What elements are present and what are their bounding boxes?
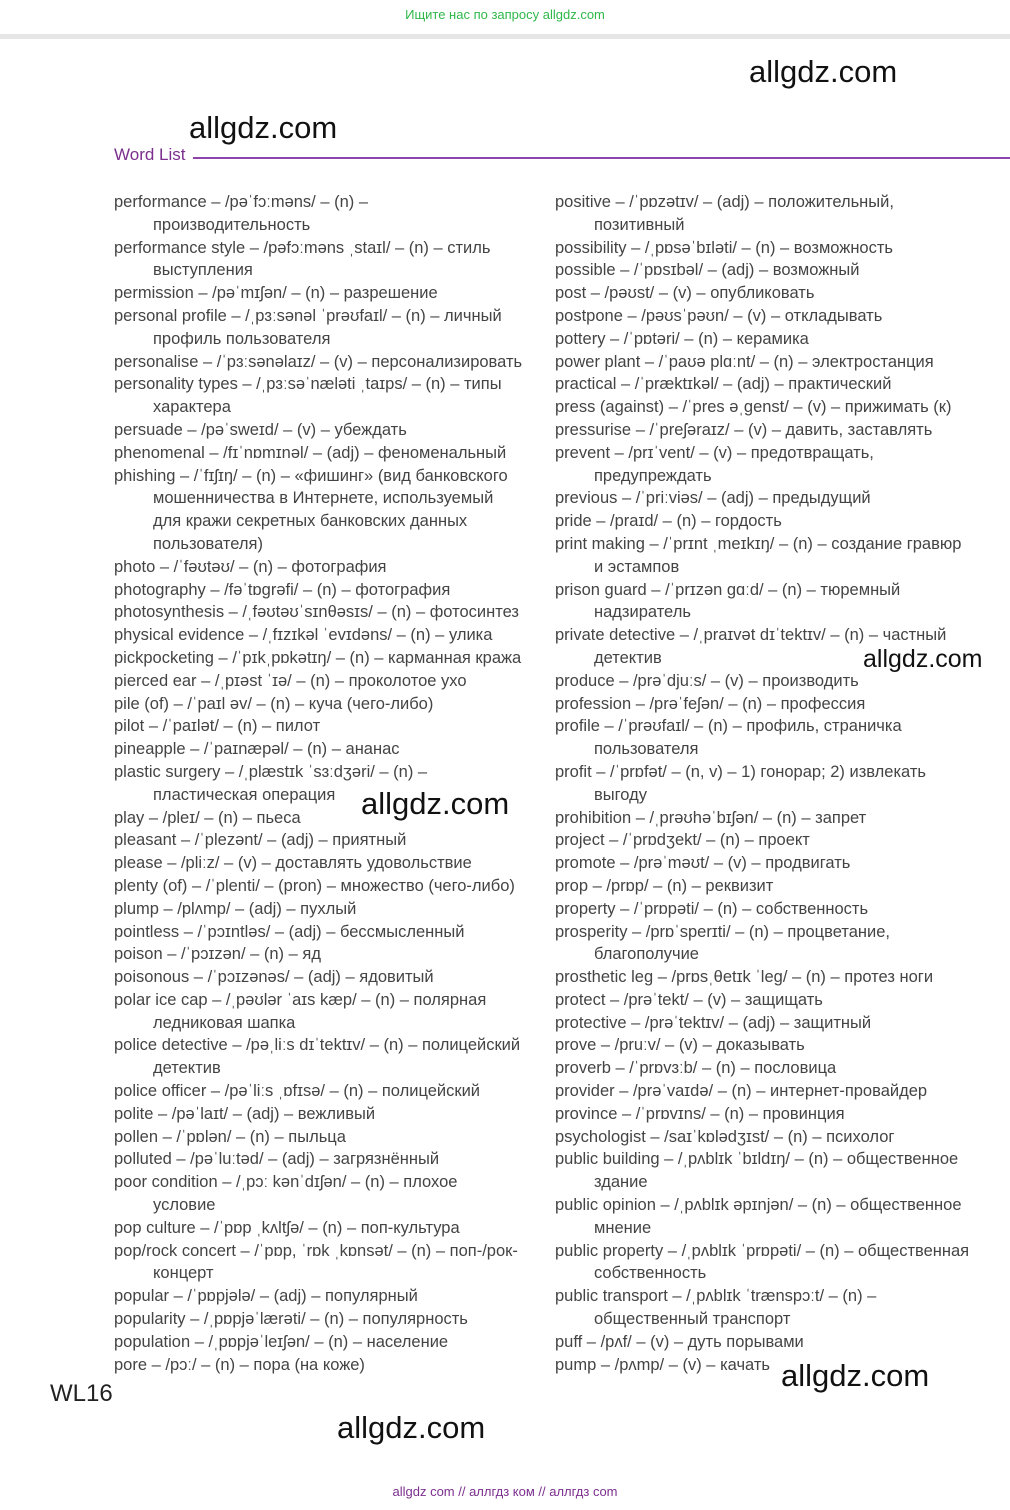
word-entry: population – /ˌpɒpjəˈleɪʃən/ – (n) – население <box>114 1332 449 1351</box>
word-entry: property – /ˈprɒpəti/ – (n) – собственность <box>555 899 869 918</box>
word-entry: post – /pəʊst/ – (v) – опубликовать <box>555 284 815 303</box>
word-entry: protect – /prəˈtekt/ – (v) – защищать <box>555 990 823 1009</box>
word-entry: prosperity – /prɒˈsperɪti/ – (n) – процветание, благополучие <box>555 922 890 964</box>
word-entry: plump – /plʌmp/ – (adj) – пухлый <box>114 899 357 918</box>
word-entry: print making – /ˈprɪnt ˌmeɪkɪŋ/ – (n) – создание гравюр и эстампов <box>555 534 962 576</box>
word-entry: photo – /ˈfəʊtəʊ/ – (n) – фотография <box>114 557 387 576</box>
top-banner: Ищите нас по запросу allgdz.com <box>405 7 605 22</box>
watermark: allgdz.com <box>337 1410 486 1445</box>
watermark: allgdz.com <box>749 54 898 89</box>
word-entry: pollen – /ˈpɒlən/ – (n) – пыльца <box>114 1127 346 1146</box>
word-entry: prosthetic leg – /prɒsˌθetɪk ˈleɡ/ – (n) – протез ноги <box>555 968 934 987</box>
word-entry: polar ice cap – /ˌpəʊlər ˈaɪs kæp/ – (n) – полярная ледниковая шапка <box>114 990 487 1032</box>
word-entry: public property – /ˌpʌblɪk ˈprɒpəti/ – (n) – общественная собственность <box>555 1241 970 1283</box>
word-entry: postpone – /pəʊsˈpəʊn/ – (v) – откладывать <box>555 306 883 325</box>
word-entry: pop culture – /ˈpɒp ˌkʌltʃə/ – (n) – поп-культура <box>114 1218 460 1237</box>
word-entry: permission – /pəˈmɪʃən/ – (n) – разрешение <box>114 284 438 303</box>
word-entry: provider – /prəˈvaɪdə/ – (n) – интернет-провайдер <box>555 1082 928 1101</box>
word-entry: pride – /praɪd/ – (n) – гордость <box>555 512 782 531</box>
word-entry: personality types – /ˌpɜːsəˈnæləti ˌtaɪps/ – (n) – типы характера <box>114 375 502 417</box>
watermark: allgdz.com <box>781 1358 930 1393</box>
word-entry: poor condition – /ˌpɔː kənˈdɪʃən/ – (n) – плохое условие <box>114 1173 458 1215</box>
word-entry: project – /ˈprɒdʒekt/ – (n) – проект <box>555 831 810 850</box>
top-divider <box>0 34 1010 39</box>
word-entry: pump – /pʌmp/ – (v) – качать <box>555 1355 771 1374</box>
word-entry: profit – /ˈprɒfət/ – (n, v) – 1) гонорар; 2) извлекать выгоду <box>555 762 927 804</box>
word-entry: pickpocketing – /ˈpɪkˌpɒkətɪŋ/ – (n) – карманная кража <box>114 648 522 667</box>
word-entry: profession – /prəˈfeʃən/ – (n) – профессия <box>555 694 866 713</box>
word-entry: pottery – /ˈpɒtəri/ – (n) – керамика <box>555 329 809 348</box>
word-entry: personal profile – /ˌpɜːsənəl ˈprəʊfaɪl/ – (n) – личный профиль пользователя <box>114 306 502 348</box>
word-entry: pointless – /ˈpɔɪntləs/ – (adj) – бессмысленный <box>114 922 465 941</box>
word-entry: pile (of) – /ˈpaɪl əv/ – (n) – куча (чего-либо) <box>114 694 434 713</box>
word-entry: performance – /pəˈfɔːməns/ – (n) – производительность <box>114 193 369 234</box>
word-entry: prevent – /prɪˈvent/ – (v) – предотвращать, предупреждать <box>555 443 874 485</box>
word-entry: prove – /pruːv/ – (v) – доказывать <box>555 1036 805 1055</box>
word-entry: police detective – /pəˌliːs dɪˈtektɪv/ – (n) – полицейский детектив <box>114 1036 521 1078</box>
word-entry: profile – /ˈprəʊfaɪl/ – (n) – профиль, страничка пользователя <box>555 717 902 759</box>
word-entry: plastic surgery – /ˌplæstɪk ˈsɜːdʒəri/ – (n) – пластическая операция <box>114 762 428 804</box>
word-entry: physical evidence – /ˌfɪzɪkəl ˈevɪdəns/ – (n) – улика <box>114 626 493 645</box>
word-entry: phishing – /ˈfɪʃɪŋ/ – (n) – «фишинг» (вид банковского мошенничества в Интернете, используемый для кражи секретных банковских данных пользователя) <box>114 466 508 553</box>
word-entry: photography – /fəˈtɒɡrəfi/ – (n) – фотография <box>114 580 451 599</box>
word-entry: possibility – /ˌpɒsəˈbɪləti/ – (n) – возможность <box>555 238 894 257</box>
word-entry: public building – /ˌpʌblɪk ˈbɪldɪŋ/ – (n) – общественное здание <box>555 1150 959 1192</box>
word-entry: persuade – /pəˈsweɪd/ – (v) – убеждать <box>114 420 407 439</box>
word-entry: pilot – /ˈpaɪlət/ – (n) – пилот <box>114 717 321 736</box>
word-entry: pierced ear – /ˌpɪəst ˈɪə/ – (n) – проколотое ухо <box>114 671 467 690</box>
word-entry: promote – /prəˈməʊt/ – (v) – продвигать <box>555 854 851 873</box>
word-entry: public transport – /ˌpʌblɪk ˈtrænspɔːt/ – (n) – общественный транспорт <box>555 1287 877 1329</box>
word-entry: pineapple – /ˈpaɪnæpəl/ – (n) – ананас <box>114 740 400 759</box>
word-entry: positive – /ˈpɒzətɪv/ – (adj) – положительный, позитивный <box>555 193 894 234</box>
watermark: allgdz.com <box>361 786 510 821</box>
word-entry: plenty (of) – /ˈplenti/ – (pron) – множество (чего-либо) <box>114 876 515 895</box>
word-entry: possible – /ˈpɒsɪbəl/ – (adj) – возможный <box>555 261 860 280</box>
word-entry: protective – /prəˈtektɪv/ – (adj) – защитный <box>555 1013 872 1032</box>
word-entry: private detective – /ˌpraɪvət dɪˈtektɪv/ – (n) – частный детектив <box>555 626 947 667</box>
word-entry: press (against) – /ˈpres əˌɡenst/ – (v) – прижимать (к) <box>555 398 952 417</box>
word-entry: province – /ˈprɒvɪns/ – (n) – провинция <box>555 1104 845 1123</box>
word-entry: prohibition – /ˌprəʊhəˈbɪʃən/ – (n) – запрет <box>555 808 867 827</box>
word-entry: prop – /prɒp/ – (n) – реквизит <box>555 876 774 895</box>
footer-links: allgdz com // аллгдз ком // аллгдз com <box>392 1484 618 1499</box>
watermark: allgdz.com <box>863 645 983 673</box>
right-column <box>555 191 975 1376</box>
word-entry: previous – /ˈpriːviəs/ – (adj) – предыдущий <box>555 489 871 508</box>
word-entry: police officer – /pəˈliːs ˌɒfɪsə/ – (n) – полицейский <box>114 1082 481 1101</box>
word-entry: popularity – /ˌpɒpjəˈlærəti/ – (n) – популярность <box>114 1310 468 1329</box>
word-entry: performance style – /pəfɔːməns ˌstaɪl/ – (n) – стиль выступления <box>114 238 491 280</box>
header-divider <box>193 157 1010 159</box>
section-title: Word List <box>114 145 186 164</box>
word-entry: poisonous – /ˈpɔɪzənəs/ – (adj) – ядовитый <box>114 968 434 987</box>
word-entry: phenomenal – /fɪˈnɒmɪnəl/ – (adj) – феноменальный <box>114 443 507 462</box>
word-entry: pressurise – /ˈpreʃəraɪz/ – (v) – давить, заставлять <box>555 420 933 439</box>
word-entry: polite – /pəˈlaɪt/ – (adj) – вежливый <box>114 1104 376 1123</box>
word-entry: practical – /ˈpræktɪkəl/ – (adj) – практический <box>555 375 892 394</box>
word-entry: polluted – /pəˈluːtəd/ – (adj) – загрязнённый <box>114 1150 440 1169</box>
word-entry: puff – /pʌf/ – (v) – дуть порывами <box>555 1332 804 1351</box>
word-entry: pleasant – /ˈplezənt/ – (adj) – приятный <box>114 831 407 850</box>
word-entry: produce – /prəˈdjuːs/ – (v) – производить <box>555 671 859 690</box>
left-column <box>114 191 524 1376</box>
word-entry: personalise – /ˈpɜːsənəlaɪz/ – (v) – персонализировать <box>114 352 523 371</box>
word-entry: pore – /pɔː/ – (n) – пора (на коже) <box>114 1355 365 1374</box>
word-entry: photosynthesis – /ˌfəʊtəʊˈsɪnθəsɪs/ – (n) – фотосинтез <box>114 603 519 622</box>
word-entry: power plant – /ˈpaʊə plɑːnt/ – (n) – электростанция <box>555 352 934 371</box>
page-number: WL16 <box>50 1380 113 1407</box>
word-entry: psychologist – /saɪˈkɒlədʒɪst/ – (n) – психолог <box>555 1127 895 1146</box>
word-entry: play – /pleɪ/ – (n) – пьеса <box>114 808 301 827</box>
word-entry: poison – /ˈpɔɪzən/ – (n) – яд <box>114 945 321 964</box>
word-entry: prison guard – /ˈprɪzən ɡɑːd/ – (n) – тюремный надзиратель <box>555 580 901 622</box>
word-entry: please – /pliːz/ – (v) – доставлять удовольствие <box>114 854 472 873</box>
watermark: allgdz.com <box>189 110 338 145</box>
word-entry: pop/rock concert – /ˈpɒp, ˈrɒk ˌkɒnsət/ – (n) – поп-/рок-концерт <box>114 1241 518 1283</box>
word-entry: public opinion – /ˌpʌblɪk əpɪnjən/ – (n) – общественное мнение <box>555 1196 962 1237</box>
word-entry: proverb – /ˈprɒvɜːb/ – (n) – пословица <box>555 1059 837 1078</box>
word-entry: popular – /ˈpɒpjələ/ – (adj) – популярный <box>114 1287 418 1306</box>
